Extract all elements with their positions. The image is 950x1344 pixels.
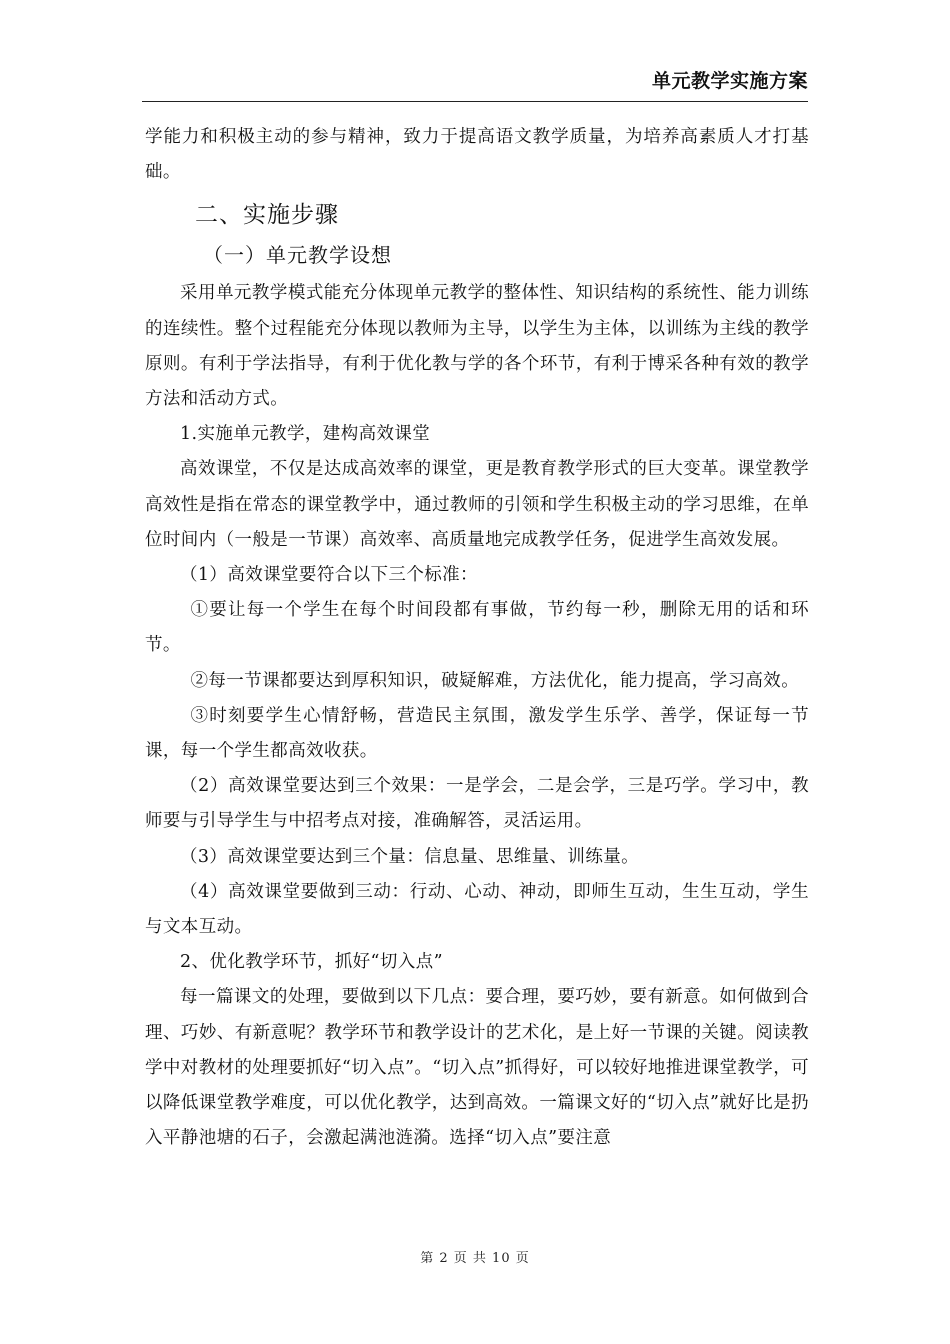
item-2-title: 2、优化教学环节，抓好“切入点” xyxy=(180,952,443,973)
paragraph-continued: 学能力和积极主动的参与精神，致力于提高语文教学质量，为培养高素质人才打基础。 xyxy=(145,127,809,183)
header-divider xyxy=(142,101,808,102)
paragraph-unit-teaching: 采用单元教学模式能充分体现单元教学的整体性、知识结构的系统性、能力训练的连续性。整个过程能充分体现以教师为主导，以学生为主体，以训练为主线的教学原则。有利于学法指导，有利于优化教与学的各个环节，有利于博采各种有效的教学方法和活动方式。 xyxy=(145,283,809,410)
paragraph-entry-point: 每一篇课文的处理，要做到以下几点：要合理，要巧妙，要有新意。如何做到合理、巧妙、有新意呢？教学环节和教学设计的艺术化，是上好一节课的关键。阅读教学中对教材的处理要抓好“切入点”。“切入点”抓得好，可以较好地推进课堂教学，可以降低课堂教学难度，可以优化教学，达到高效。一篇课文好的“切入点”就好比是扔入平静池塘的石子，会激起满池涟漪。选择“切入点”要注意 xyxy=(145,987,809,1149)
subitem-2: （2）高效课堂要达到三个效果：一是学会，二是会学，三是巧学。学习中，教师要与引导学生与中招考点对接，准确解答，灵活运用。 xyxy=(145,776,809,832)
subitem-4: （4）高效课堂要做到三动：行动、心动、神动，即师生互动，生生互动，学生与文本互动。 xyxy=(145,881,809,938)
page-number-footer: 第 2 页 共 10 页 xyxy=(420,1251,530,1266)
subitem-1: （1）高效课堂要符合以下三个标准： xyxy=(180,565,478,586)
standard-2: ②每一节课都要达到厚积知识，破疑解难，方法优化，能力提高，学习高效。 xyxy=(190,670,800,691)
subsection-heading: （一）单元教学设想 xyxy=(203,243,392,268)
item-1-title: 1.实施单元教学，建构高效课堂 xyxy=(180,424,431,445)
header-title: 单元教学实施方案 xyxy=(651,70,808,92)
paragraph-efficient-class: 高效课堂，不仅是达成高效率的课堂，更是教育教学形式的巨大变革。课堂教学高效性是指在常态的课堂教学中，通过教师的引领和学生积极主动的学习思维，在单位时间内（一般是一节课）高效率、高质量地完成教学任务，促进学生高效发展。 xyxy=(145,459,809,550)
subitem-3: （3）高效课堂要达到三个量：信息量、思维量、训练量。 xyxy=(180,846,640,867)
document-body xyxy=(145,120,809,1156)
standard-1: ①要让每一个学生在每个时间段都有事做，节约每一秒，删除无用的话和环节。 xyxy=(145,600,809,656)
standard-3: ③时刻要学生心情舒畅，营造民主氛围，激发学生乐学、善学，保证每一节课，每一个学生都高效收获。 xyxy=(145,705,809,762)
section-heading: 二、实施步骤 xyxy=(195,202,339,229)
